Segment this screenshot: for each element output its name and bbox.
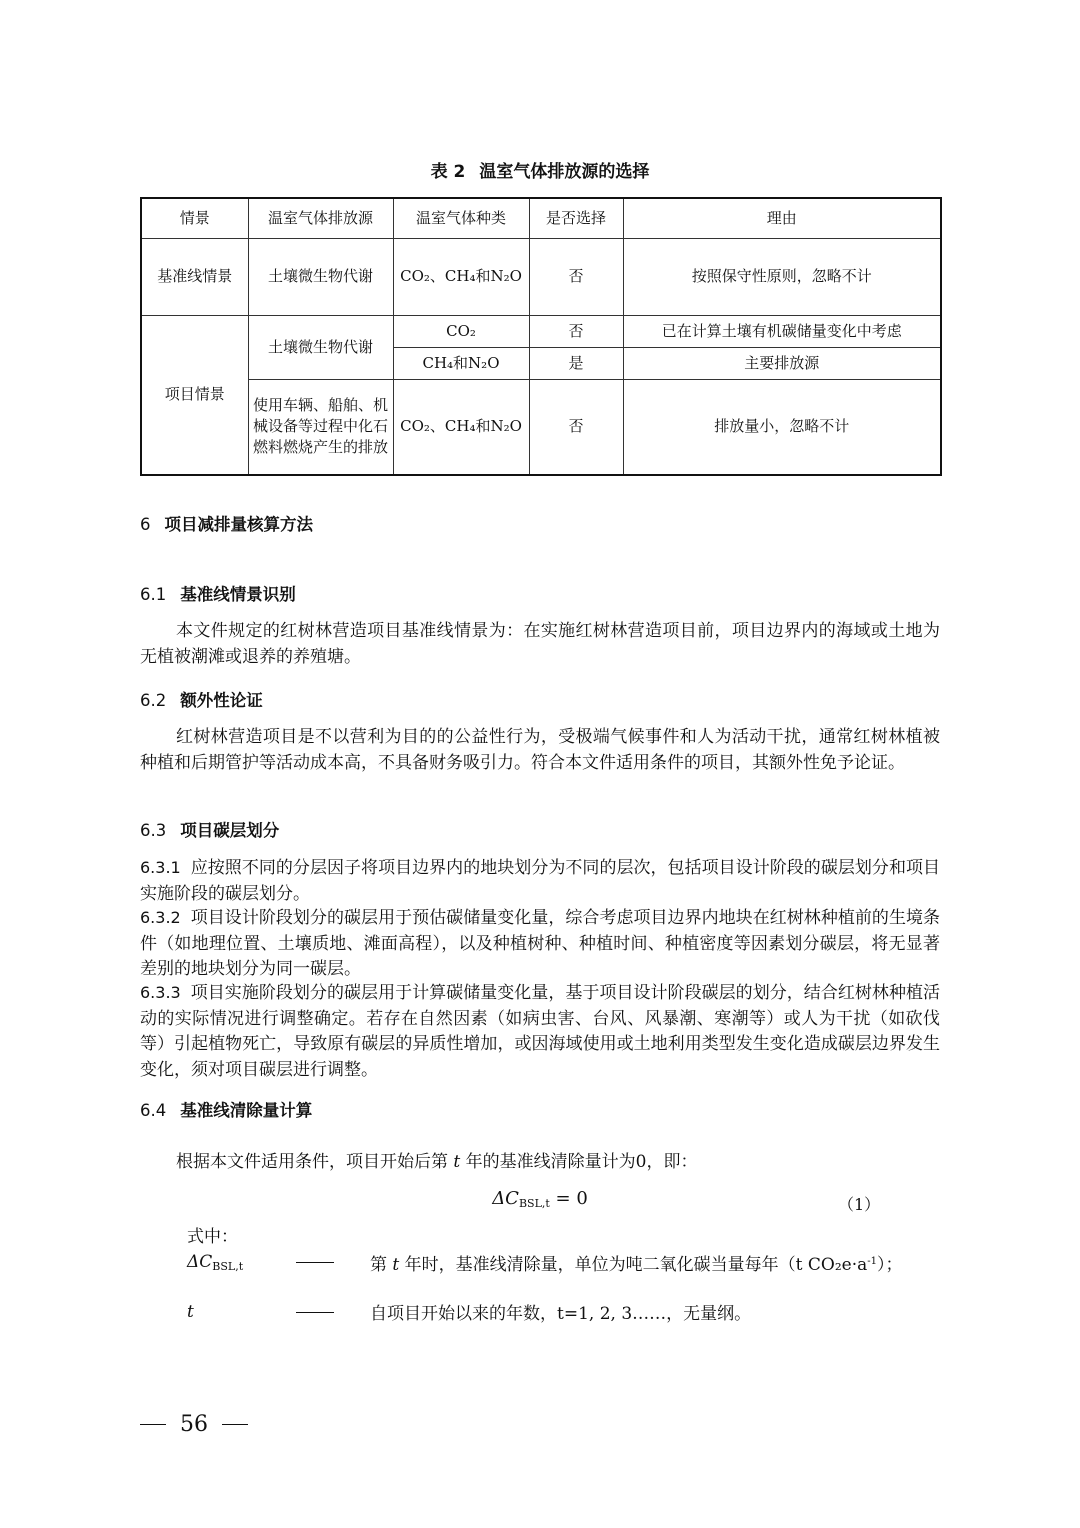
paragraph-6-1: 本文件规定的红树林营造项目基准线情景为：在实施红树林营造项目前，项目边界内的海域或土地为无植被潮滩或退养的养殖塘。 [140, 621, 940, 667]
paragraph-6-4: 根据本文件适用条件，项目开始后第 t 年的基准线清除量计为0，即： [176, 1152, 698, 1172]
cell-scenario: 项目情景 [141, 315, 248, 475]
cell-reason: 主要排放源 [623, 347, 941, 379]
definition-dash [296, 1312, 334, 1313]
cell-select: 否 [529, 315, 623, 347]
section-heading-6: 6 项目减排量核算方法 [140, 515, 313, 534]
cell-select: 否 [529, 379, 623, 475]
where-label: 式中： [187, 1227, 238, 1247]
header-reason: 理由 [623, 198, 941, 238]
definition-symbol: t [187, 1302, 194, 1322]
clause-6-3-1: 6.3.1 应按照不同的分层因子将项目边界内的地块划分为不同的层次，包括项目设计阶段的碳层划分和项目实施阶段的碳层划分。 [140, 858, 940, 904]
cell-gas: CO₂、CH₄和N₂O [393, 238, 529, 315]
cell-reason: 按照保守性原则，忽略不计 [623, 238, 941, 315]
definition-dash [296, 1262, 334, 1263]
cell-reason: 已在计算土壤有机碳储量变化中考虑 [623, 315, 941, 347]
cell-reason: 排放量小，忽略不计 [623, 379, 941, 475]
page-footer [140, 1412, 262, 1437]
cell-source: 使用车辆、船舶、机械设备等过程中化石燃料燃烧产生的排放 [248, 379, 393, 475]
header-source: 温室气体排放源 [248, 198, 393, 238]
section-heading-6-4: 6.4 基准线清除量计算 [140, 1101, 313, 1120]
cell-gas: CO₂、CH₄和N₂O [393, 379, 529, 475]
table-row [141, 238, 941, 315]
footer-dash [140, 1424, 166, 1425]
page-number: 56 [180, 1412, 208, 1437]
definition-text: 第 t 年时，基准线清除量，单位为吨二氧化碳当量每年（t $CO_2e\cdot a^{-1}$）； [370, 1255, 903, 1275]
clause-6-3-2: 6.3.2 项目设计阶段划分的碳层用于预估碳储量变化量，综合考虑项目边界内地块在红树林种植前的生境条件（如地理位置、土壤质地、滩面高程），以及种植树种、种植时间、种植密度等因素划分碳层，将无显著差别的地块划分为同一碳层。 [140, 908, 940, 979]
footer-dash [222, 1424, 248, 1425]
formula-1: $\Delta C_{BSL,t} = 0$ [492, 1188, 588, 1210]
definition-text: 自项目开始以来的年数，t=1, 2, 3……，无量纲。 [370, 1304, 752, 1324]
cell-source: 土壤微生物代谢 [248, 238, 393, 315]
definition-symbol: $\Delta C_{BSL,t}$ [187, 1252, 244, 1273]
cell-select: 否 [529, 238, 623, 315]
cell-select: 是 [529, 347, 623, 379]
header-scenario: 情景 [141, 198, 248, 238]
table-title: 温室气体排放源的选择 [479, 162, 650, 182]
section-heading-6-1: 6.1 基准线情景识别 [140, 585, 296, 604]
formula-number: （1） [838, 1195, 881, 1214]
section-heading-6-2: 6.2 额外性论证 [140, 691, 263, 710]
table-number: 表 2 [430, 162, 466, 182]
section-heading-6-3: 6.3 项目碳层划分 [140, 821, 280, 840]
cell-gas: CO₂ [393, 315, 529, 347]
header-select: 是否选择 [529, 198, 623, 238]
emission-source-table [140, 197, 942, 476]
paragraph-6-2: 红树林营造项目是不以营利为目的的公益性行为，受极端气候事件和人为活动干扰，通常红树林植被种植和后期管护等活动成本高，不具备财务吸引力。符合本文件适用条件的项目，其额外性免予论证。 [140, 727, 940, 773]
table-row [141, 315, 941, 347]
cell-source: 土壤微生物代谢 [248, 315, 393, 379]
table-header-row [141, 198, 941, 238]
header-gas: 温室气体种类 [393, 198, 529, 238]
clause-6-3-3: 6.3.3 项目实施阶段划分的碳层用于计算碳储量变化量，基于项目设计阶段碳层的划分，结合红树林种植活动的实际情况进行调整确定。若存在自然因素（如病虫害、台风、风暴潮、寒潮等）或人为干扰（如砍伐等）引起植物死亡，导致原有碳层的异质性增加，或因海域使用或土地利用类型发生变化造成碳层边界发生变化，须对项目碳层进行调整。 [140, 983, 940, 1080]
table-row [141, 379, 941, 475]
table-caption [0, 157, 1080, 182]
cell-gas: CH₄和N₂O [393, 347, 529, 379]
cell-scenario: 基准线情景 [141, 238, 248, 315]
